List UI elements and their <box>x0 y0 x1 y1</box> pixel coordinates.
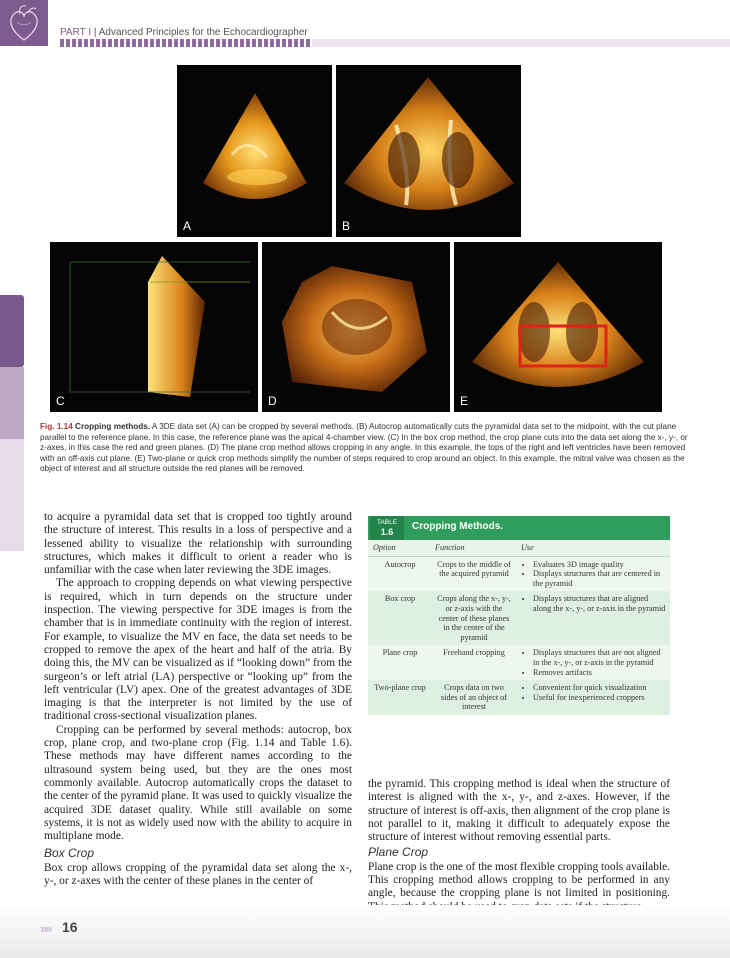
header-pattern <box>60 39 312 47</box>
use-item: • Useful for inexperienced croppers <box>533 693 667 703</box>
header-title: Advanced Principles for the Echocardiographer <box>98 27 308 38</box>
running-header <box>60 27 308 38</box>
use-cell <box>516 680 670 715</box>
section-tab <box>0 439 24 551</box>
option-cell: Box crop <box>368 591 430 645</box>
figure-panel-c <box>50 242 258 412</box>
body-column-right <box>368 778 670 914</box>
function-cell: Freehand cropping <box>430 645 516 680</box>
column-header: Option <box>368 540 430 556</box>
footer-arrows-icon: »» <box>40 921 51 936</box>
use-item: • Convenient for quick visualization <box>533 683 667 693</box>
table-row <box>368 645 670 680</box>
table-row <box>368 680 670 715</box>
use-cell <box>516 591 670 645</box>
panel-label: C <box>56 394 65 408</box>
cropping-methods-table <box>368 516 670 715</box>
caption-text: A 3DE data set (A) can be cropped by several methods. (B) Autocrop automatically cuts the pyramidal data set to the midpoint, with the cut plane parallel to the reference plane. In this case, the reference plane was the apical 4-chamber view. (C) In the box crop method, the crop plane cuts into the data set along the x-, y-, or z-axes, in this case the red and green planes. (D) The plane crop method allows cropping in any angle. In this example, the tops of the right and left ventricles have been removed with an off-axis cut plane. (E) Two-plane or quick crop methods simplify the number of steps required to crop around an object. In this example, the mitral valve was chosen as the object of interest and all structure outside the red planes will be removed. <box>40 422 688 473</box>
option-cell: Plane crop <box>368 645 430 680</box>
paragraph: Cropping can be performed by several methods: autocrop, box crop, plane crop, and two-plane crop (Fig. 1.14 and Table 1.6). These methods may have different names according to the ultrasound system being used, but they are the ones most commonly available. Autocrop automatically crops the dataset to the center of the pyramid plane. It was used to quickly visualize the acquired 3DE dataset quality. While still available on some systems, it is not as widely used now with the ability to acquire in multiplane mode. <box>44 723 352 843</box>
section-tab <box>0 367 24 439</box>
section-tab <box>0 295 24 367</box>
figure-caption <box>40 422 690 475</box>
paragraph: Plane crop is the one of the most flexible cropping tools available. This cropping method allows cropping to be performed in any angle, because the cropping plane is not limited in positioning. <box>368 860 670 900</box>
paragraph: the pyramid. This cropping method is ideal when the structure of interest is aligned with the x-, y-, and z-axes. However, if the structure of interest is off-axis, then alignment of the crop plane is not parallel to it, making it difficult to adequately expose the structure of interest without removing essential parts. <box>368 778 670 844</box>
paragraph: Box crop allows cropping of the pyramidal data set along the x-, y-, or z-axes with the center of these planes in the center of <box>44 861 352 888</box>
panel-label: B <box>342 219 351 233</box>
paragraph: The approach to cropping depends on what viewing perspective is required, which in turn depends on the structure under inspection. The viewing perspective for 3DE images is from the chamber that is in immediate continuity with the region of interest. For example, to visualize the MV en face, the data set needs to be cropped to remove the apex of the heart and half of the atria. By doing this, the MV can be visualized as if “looking down” from the surgeon’s or left atrial (LA) perspective or “looking up” from the left ventricular (LV) apex. One of the greatest advantages of 3DE imaging is that the interpreter is not limited by the use of traditional cross-sectional visualization planes. <box>44 577 352 723</box>
table-badge <box>370 516 404 540</box>
use-item: • Displays structures that are not aligned in the x-, y-, or z-axis in the pyramid <box>533 648 667 667</box>
figure-panel-e <box>454 242 662 412</box>
option-cell: Autocrop <box>368 556 430 591</box>
body-column-left <box>44 511 352 888</box>
figure-panel-a <box>177 65 332 237</box>
figure-title: Cropping methods. <box>75 422 151 431</box>
part-label: PART I <box>60 27 92 38</box>
figure-panel-b <box>336 65 521 237</box>
column-header: Use <box>516 540 670 556</box>
header-separator: | <box>93 27 99 38</box>
table-header-row <box>368 540 670 556</box>
table-title: Cropping Methods. <box>412 521 504 532</box>
use-cell <box>516 645 670 680</box>
panel-label: A <box>183 219 192 233</box>
function-cell: Crops to the middle of the acquired pyramid <box>430 556 516 591</box>
option-cell: Two-plane crop <box>368 680 430 715</box>
function-cell: Crops along the x-, y-, or z-axis with the center of these planes in the center of the pyramid <box>430 591 516 645</box>
use-item: • Evaluates 3D image quality <box>533 560 667 570</box>
table-row <box>368 556 670 591</box>
use-cell <box>516 556 670 591</box>
column-header: Function <box>430 540 516 556</box>
paragraph: to acquire a pyramidal data set that is cropped too tightly around the structure of interest. This results in a loss of perspective and a lessened ability to visualize the relationship with surrounding structures, which makes it difficult to orient a reader who is unfamiliar with the case when later reviewing the 3DE images. <box>44 511 352 577</box>
table-grid <box>368 540 670 715</box>
heart-illustration-icon <box>0 0 48 46</box>
use-item: • Displays structures that are aligned along the x-, y-, or z-axis in the pyramid <box>533 594 667 613</box>
table-header <box>368 516 670 540</box>
section-heading-plane-crop: Plane Crop <box>368 845 429 860</box>
page-number: 16 <box>62 919 78 935</box>
figure-number: Fig. 1.14 <box>40 422 73 431</box>
panel-label: D <box>268 394 277 408</box>
panel-label: E <box>460 394 469 408</box>
function-cell: Crops data on two sides of an object of interest <box>430 680 516 715</box>
figure-panel-d <box>262 242 450 412</box>
section-heading-box-crop: Box Crop <box>44 846 95 861</box>
table-number: 1.6 <box>380 527 394 537</box>
table-label: TABLE <box>376 519 398 526</box>
table-row <box>368 591 670 645</box>
use-item: • Removes artifacts <box>533 668 667 678</box>
use-item: • Displays structures that are centered in the pyramid <box>533 569 667 588</box>
footer-band <box>0 905 730 958</box>
